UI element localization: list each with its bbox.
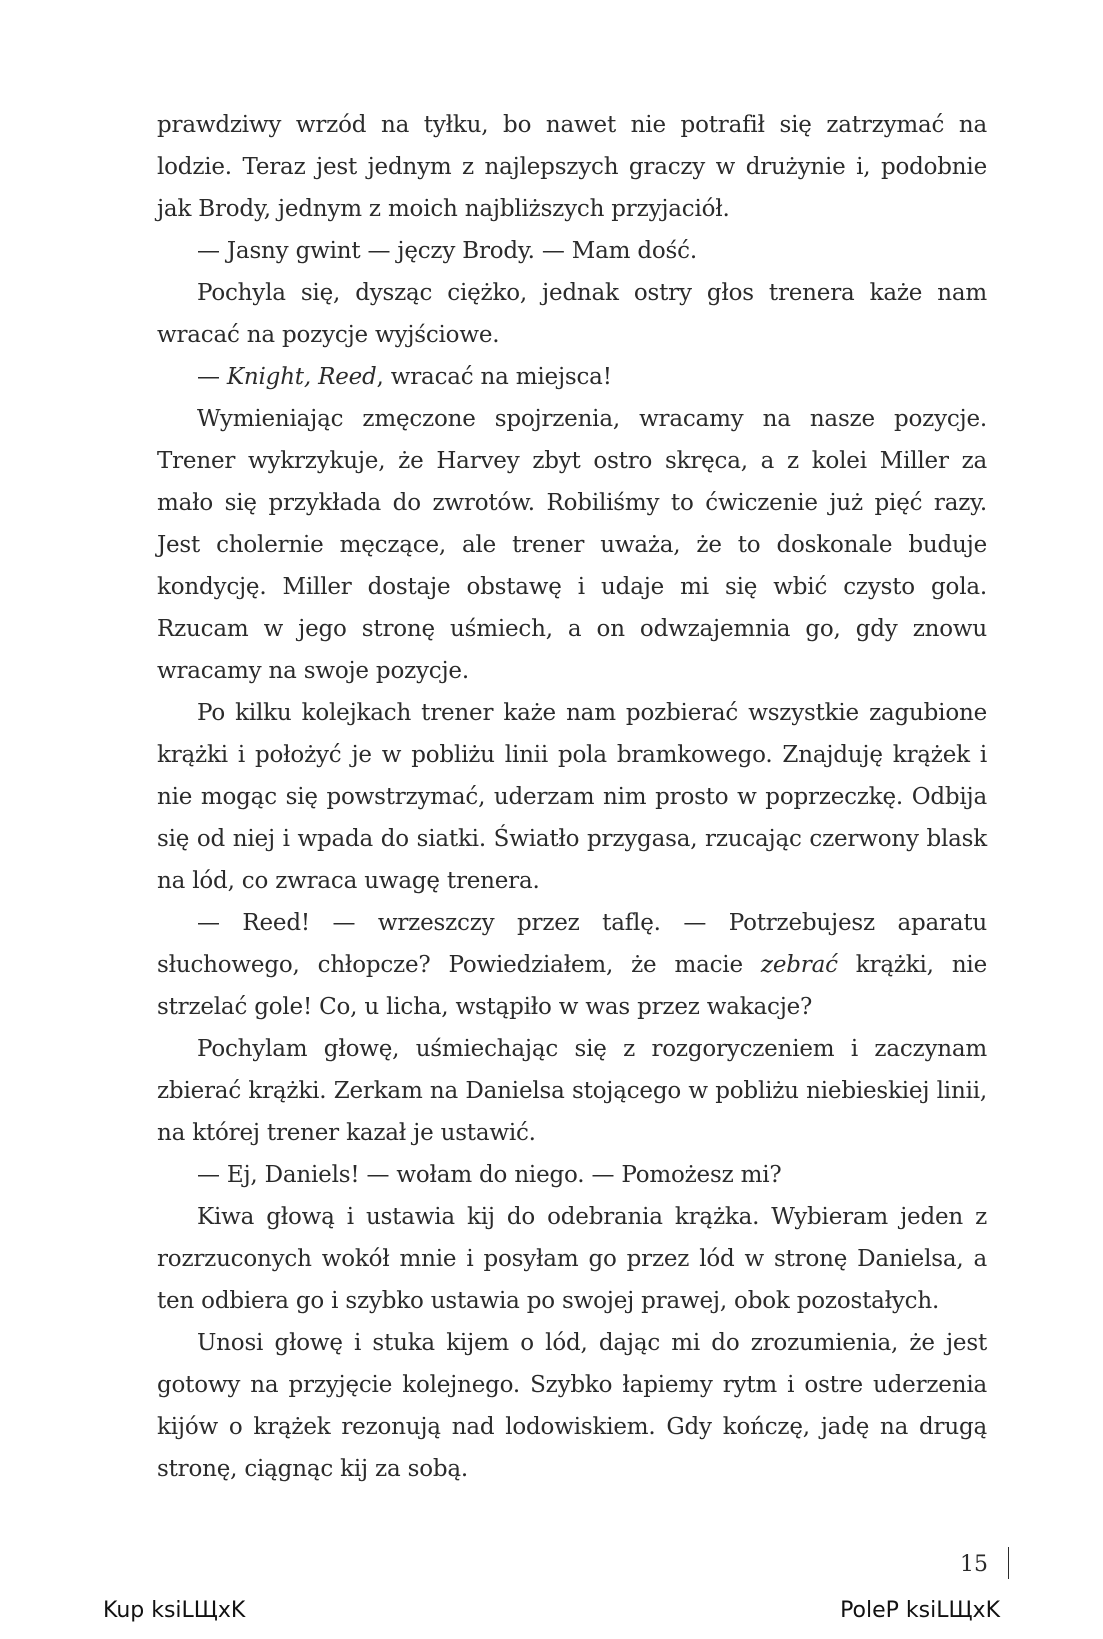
footer-buy-book-link[interactable]: Kup ksiLЩxK <box>103 1598 246 1623</box>
paragraph-10: Kiwa głową i ustawia kij do odebrania krążka. Wybieram jeden z rozrzuconych wokół mnie i posyłam go przez lód w stronę Danielsa, a ten odbiera go i szybko ustawia po swojej prawej, obok pozostałych. <box>157 1204 987 1314</box>
paragraph-1: prawdziwy wrzód na tyłku, bo nawet nie potrafił się zatrzymać na lodzie. Teraz jest jednym z najlepszych graczy w drużynie i, podobnie jak Brody, jednym z moich najbliższych przyjaciół. <box>157 112 987 222</box>
paragraph-5: Wymieniając zmęczone spojrzenia, wracamy na nasze pozycje. Trener wykrzykuje, że Harvey zbyt ostro skręca, a z kolei Miller za mało się przykłada do zwrotów. Robiliśmy to ćwiczenie już pięć razy. Jest cholernie męczące, ale trener uważa, że to doskonale buduje kondycję. Miller dostaje obstawę i udaje mi się wbić czysto gola. Rzucam w jego stronę uśmiech, a on odwzajemnia go, gdy znowu wracamy na swoje pozycje. <box>157 406 987 684</box>
paragraph-7-prefix: — Reed! — wrzeszczy przez taflę. — Potrzebujesz aparatu słuchowego, chłopcze? Powiedziałem, że macie <box>157 910 987 978</box>
page-number: 15 <box>960 1552 988 1577</box>
page-body <box>157 104 987 1490</box>
paragraph-4-prefix: — <box>197 364 227 390</box>
paragraph-11: Unosi głowę i stuka kijem o lód, dając mi do zrozumienia, że jest gotowy na przyjęcie kolejnego. Szybko łapiemy rytm i ostre uderzenia kijów o krążek rezonują nad lodowiskiem. Gdy kończę, jadę na drugą stronę, ciągnąc kij za sobą. <box>157 1330 987 1482</box>
paragraph-3: Pochyla się, dysząc ciężko, jednak ostry głos trenera każe nam wracać na pozycje wyjściowe. <box>157 280 987 348</box>
paragraph-6: Po kilku kolejkach trener każe nam pozbierać wszystkie zagubione krążki i położyć je w pobliżu linii pola bramkowego. Znajduję krążek i nie mogąc się powstrzymać, uderzam nim prosto w poprzeczkę. Odbija się od niej i wpada do siatki. Światło przygasa, rzucając czerwony blask na lód, co zwraca uwagę trenera. <box>157 700 987 894</box>
page-number-divider <box>1008 1547 1009 1579</box>
paragraph-7-italic: zebrać <box>760 952 838 978</box>
paragraph-8: Pochylam głowę, uśmiechając się z rozgoryczeniem i zaczynam zbierać krążki. Zerkam na Danielsa stojącego w pobliżu niebieskiej linii, na której trener kazał je ustawić. <box>157 1036 987 1146</box>
paragraph-2: — Jasny gwint — jęczy Brody. — Mam dość. <box>197 238 697 264</box>
paragraph-9: — Ej, Daniels! — wołam do niego. — Pomożesz mi? <box>197 1162 782 1188</box>
paragraph-7-suffix: krążki, nie strzelać gole! Co, u licha, wstąpiło w was przez wakacje? <box>157 952 987 1020</box>
paragraph-4 <box>157 356 987 398</box>
paragraph-4-suffix: , wracać na miejsca! <box>376 364 612 390</box>
paragraph-4-italic: Knight, Reed <box>226 364 377 390</box>
footer-recommend-book-link[interactable]: PoleP ksiLЩxK <box>840 1598 1000 1623</box>
paragraph-7 <box>157 902 987 1028</box>
